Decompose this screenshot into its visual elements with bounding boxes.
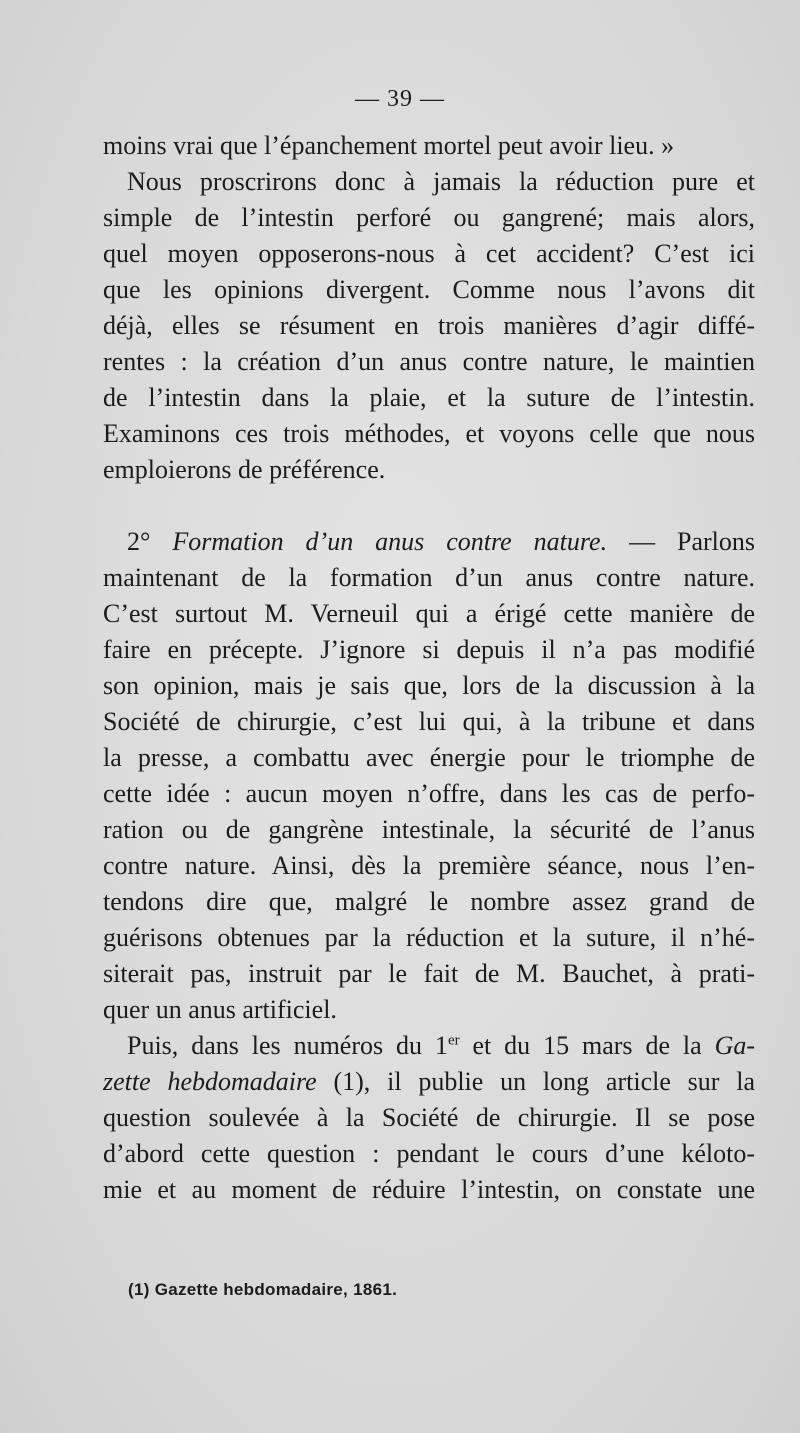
text-fragment: Puis, dans les numéros du 1 [127,1031,448,1060]
page-number: — 39 — [355,86,445,112]
text-line: déjà, elles se résument en trois manières d’agir diffé- [103,311,755,340]
text-line: quel moyen opposerons-nous à cet accident? C’est ici [103,239,755,268]
text-line: quer un anus artificiel. [103,995,337,1024]
text-line: tendons dire que, malgré le nombre assez grand de [103,887,755,916]
journal-title-fragment: Ga- [714,1031,756,1060]
text-line: siterait pas, instruit par le fait de M. Bauchet, à prati- [103,959,755,988]
journal-title-fragment: zette hebdomadaire [103,1067,317,1096]
text-line: faire en précepte. J’ignore si depuis il n’a pas modifié [103,635,755,664]
text-line: guérisons obtenues par la réduction et la suture, il n’hé- [103,923,755,952]
text-line: mie et au moment de réduire l’intestin, on constate une [103,1175,755,1204]
text-line [103,1028,755,1064]
text-line: maintenant de la formation d’un anus contre nature. [103,563,755,592]
footnote: (1) Gazette hebdomadaire, 1861. [128,1280,398,1299]
text-line: rentes : la création d’un anus contre nature, le maintien [103,347,755,376]
text-line: de l’intestin dans la plaie, et la suture de l’intestin. [103,383,755,412]
text-line: question soulevée à la Société de chirurgie. Il se pose [103,1103,755,1132]
page-body [103,128,755,1208]
section-heading-line [103,524,755,560]
text-line: moins vrai que l’épanchement mortel peut avoir lieu. » [103,131,675,160]
text-line: contre nature. Ainsi, dès la première séance, nous l’en- [103,851,755,880]
text-line: Société de chirurgie, c’est lui qui, à la tribune et dans [103,707,755,736]
ordinal-superscript: er [447,1032,460,1049]
text-line: la presse, a combattu avec énergie pour le triomphe de [103,743,755,772]
text-line: d’abord cette question : pendant le cours d’une kéloto- [103,1139,755,1168]
text-line: Examinons ces trois méthodes, et voyons celle que nous [103,419,755,448]
text-line: cette idée : aucun moyen n’offre, dans les cas de perfo- [103,779,755,808]
section-title: Formation d’un anus contre nature. [172,527,608,556]
text-fragment: (1), il publie un long article sur la [316,1067,755,1096]
text-line: C’est surtout M. Verneuil qui a érigé cette manière de [103,599,755,628]
text-line: ration ou de gangrène intestinale, la sécurité de l’anus [103,815,755,844]
section-number: 2° [127,527,151,556]
text-line [103,1064,755,1100]
section-heading-rest: — Parlons [629,527,756,556]
text-line: son opinion, mais je sais que, lors de la discussion à la [103,671,755,700]
text-line: que les opinions divergent. Comme nous l’avons dit [103,275,755,304]
text-line: Nous proscrirons donc à jamais la réduction pure et [127,167,755,196]
text-fragment: et du 15 mars de la [459,1031,715,1060]
text-line: simple de l’intestin perforé ou gangrené; mais alors, [103,203,755,232]
text-line: emploierons de préférence. [103,455,386,484]
